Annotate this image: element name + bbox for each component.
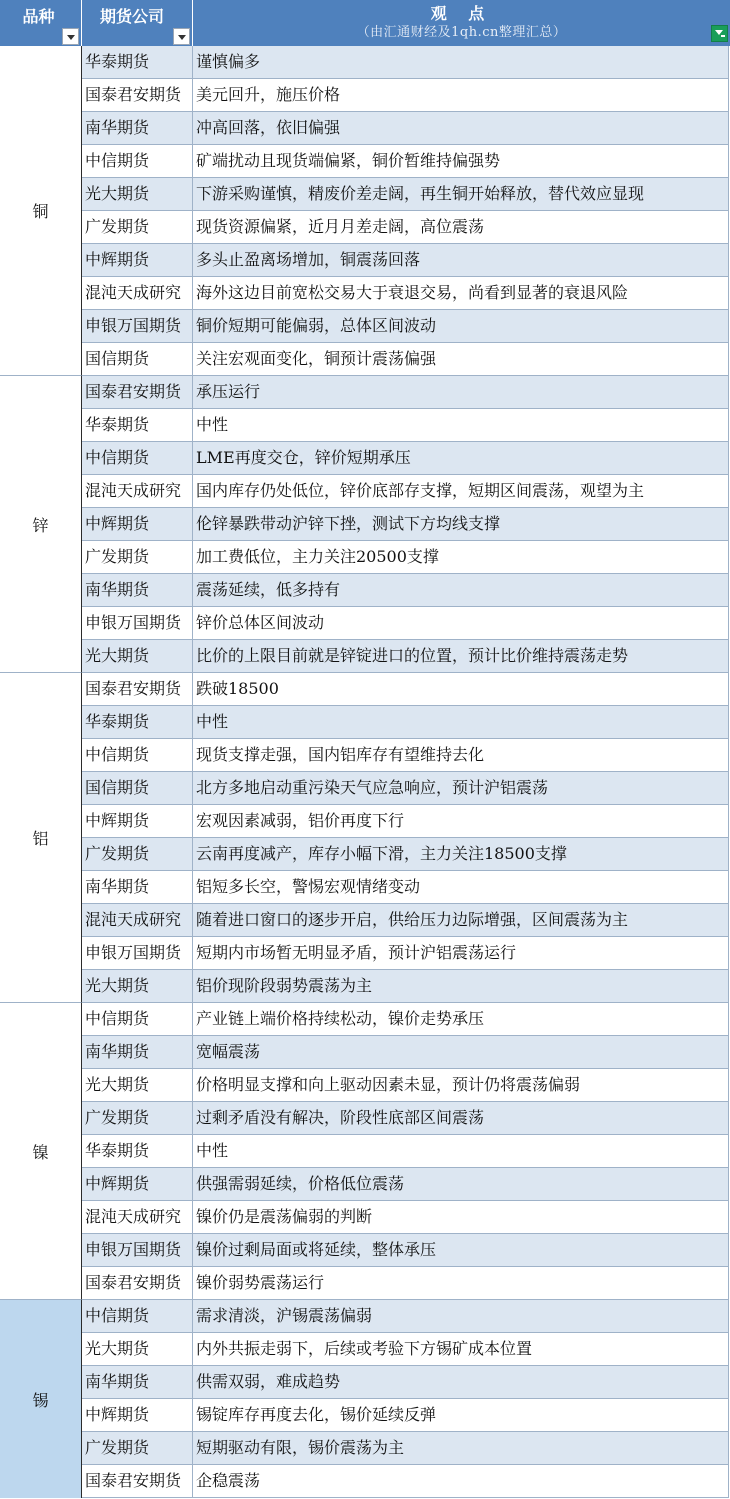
table-row — [82, 607, 729, 640]
table-row — [82, 112, 729, 145]
header-company-cell — [82, 0, 193, 46]
company-cell[interactable]: 中辉期货 — [82, 1168, 193, 1200]
table-row — [82, 1069, 729, 1102]
company-cell[interactable]: 广发期货 — [82, 541, 193, 573]
view-cell[interactable]: 伦锌暴跌带动沪锌下挫，测试下方均线支撑 — [196, 514, 501, 533]
view-cell[interactable]: 铝短多长空，警惕宏观情绪变动 — [196, 877, 421, 896]
view-cell[interactable]: 短期内市场暂无明显矛盾，预计沪铝震荡运行 — [196, 943, 517, 962]
company-cell[interactable]: 广发期货 — [82, 838, 193, 870]
company-cell[interactable]: 申银万国期货 — [82, 1234, 193, 1266]
view-cell[interactable]: 冲高回落，依旧偏强 — [196, 118, 341, 137]
header-company-label: 期货公司 — [100, 7, 165, 26]
company-cell[interactable]: 申银万国期货 — [82, 310, 193, 342]
table-row — [82, 1135, 729, 1168]
company-cell[interactable]: 中辉期货 — [82, 1399, 193, 1431]
company-cell[interactable]: 华泰期货 — [82, 706, 193, 738]
company-cell[interactable]: 国泰君安期货 — [82, 1465, 193, 1497]
table-row — [82, 1168, 729, 1201]
company-cell[interactable]: 光大期货 — [82, 970, 193, 1002]
view-cell[interactable]: 镍价弱势震荡运行 — [196, 1273, 325, 1292]
variety-group — [0, 1300, 730, 1498]
table-row — [82, 673, 729, 706]
table-row — [82, 79, 729, 112]
table-row — [82, 1366, 729, 1399]
view-cell[interactable]: 产业链上端价格持续松动，镍价走势承压 — [196, 1009, 485, 1028]
view-cell[interactable]: 云南再度减产，库存小幅下滑，主力关注18500支撑 — [196, 844, 567, 863]
table-row — [82, 1267, 729, 1300]
view-cell[interactable]: 价格明显支撑和向上驱动因素未显，预计仍将震荡偏弱 — [196, 1075, 581, 1094]
table-row — [82, 1432, 729, 1465]
company-cell[interactable]: 混沌天成研究 — [82, 904, 193, 936]
company-cell[interactable]: 南华期货 — [82, 1036, 193, 1068]
company-cell[interactable]: 申银万国期货 — [82, 937, 193, 969]
company-cell[interactable]: 中辉期货 — [82, 805, 193, 837]
variety-cell[interactable]: 锌 — [0, 376, 82, 673]
view-cell[interactable]: 短期驱动有限，锡价震荡为主 — [196, 1438, 405, 1457]
company-cell[interactable]: 广发期货 — [82, 1102, 193, 1134]
table-row — [82, 442, 729, 475]
table-row — [82, 376, 729, 409]
view-cell[interactable]: 北方多地启动重污染天气应急响应，预计沪铝震荡 — [196, 778, 549, 797]
company-filter-dropdown-icon[interactable] — [173, 28, 190, 45]
table-row — [82, 574, 729, 607]
view-cell[interactable]: 震荡延续，低多持有 — [196, 580, 341, 599]
table-row — [82, 244, 729, 277]
variety-filter-dropdown-icon[interactable] — [62, 28, 79, 45]
view-cell[interactable]: 随着进口窗口的逐步开启，供给压力边际增强，区间震荡为主 — [196, 910, 629, 929]
table-row — [82, 739, 729, 772]
table-row — [82, 409, 729, 442]
company-cell[interactable]: 华泰期货 — [82, 1135, 193, 1167]
header-variety-cell — [0, 0, 82, 46]
variety-group — [0, 376, 730, 673]
company-cell[interactable]: 中辉期货 — [82, 508, 193, 540]
company-cell[interactable]: 南华期货 — [82, 1366, 193, 1398]
table-row — [82, 541, 729, 574]
view-cell[interactable]: 中性 — [196, 415, 229, 434]
view-cell[interactable]: 镍价仍是震荡偏弱的判断 — [196, 1207, 373, 1226]
view-cell[interactable]: 关注宏观面变化，铜预计震荡偏强 — [196, 349, 437, 368]
view-cell[interactable]: 铝价现阶段弱势震荡为主 — [196, 976, 373, 995]
table-row — [82, 508, 729, 541]
table-row — [82, 706, 729, 739]
view-cell[interactable]: 承压运行 — [196, 382, 261, 401]
company-cell[interactable]: 混沌天成研究 — [82, 475, 193, 507]
table-row — [82, 46, 729, 79]
view-cell[interactable]: 内外共振走弱下，后续或考验下方锡矿成本位置 — [196, 1339, 533, 1358]
header-view-title: 观 点 — [430, 4, 493, 23]
company-cell[interactable]: 广发期货 — [82, 211, 193, 243]
company-cell[interactable]: 国泰君安期货 — [82, 1267, 193, 1299]
table-row — [82, 1465, 729, 1498]
view-cell[interactable]: 海外这边目前宽松交易大于衰退交易，尚看到显著的衰退风险 — [196, 283, 629, 302]
company-cell[interactable]: 华泰期货 — [82, 409, 193, 441]
company-cell[interactable]: 国泰君安期货 — [82, 79, 193, 111]
table-row — [82, 1300, 729, 1333]
view-cell[interactable]: 供强需弱延续，价格低位震荡 — [196, 1174, 405, 1193]
header-view-subtitle: （由汇通财经及1qh.cn整理汇总） — [356, 25, 567, 40]
table-row — [82, 1102, 729, 1135]
view-cell[interactable]: LME再度交仓，锌价短期承压 — [196, 448, 411, 467]
table-row — [82, 970, 729, 1003]
company-cell[interactable]: 国泰君安期货 — [82, 376, 193, 408]
company-cell[interactable]: 广发期货 — [82, 1432, 193, 1464]
variety-group — [0, 673, 730, 1003]
view-cell[interactable]: 现货支撑走强，国内铝库存有望维持去化 — [196, 745, 485, 764]
view-cell[interactable]: 国内库存仍处低位，锌价底部存支撑，短期区间震荡，观望为主 — [196, 481, 645, 500]
variety-cell[interactable]: 镍 — [0, 1003, 82, 1300]
view-cell[interactable]: 现货资源偏紧，近月月差走阔，高位震荡 — [196, 217, 485, 236]
company-cell[interactable]: 中信期货 — [82, 442, 193, 474]
table-row — [82, 310, 729, 343]
variety-group — [0, 46, 730, 376]
variety-cell[interactable]: 锡 — [0, 1300, 82, 1498]
company-cell[interactable]: 光大期货 — [82, 640, 193, 672]
variety-cell[interactable]: 铜 — [0, 46, 82, 376]
view-cell[interactable]: 镍价过剩局面或将延续，整体承压 — [196, 1240, 437, 1259]
company-cell[interactable]: 南华期货 — [82, 574, 193, 606]
table-row — [82, 343, 729, 376]
view-cell[interactable]: 矿端扰动且现货端偏紧，铜价暂维持偏强势 — [196, 151, 501, 170]
view-cell[interactable]: 中性 — [196, 1141, 229, 1160]
table-row — [82, 277, 729, 310]
view-cell[interactable]: 下游采购谨慎，精废价差走阔，再生铜开始释放，替代效应显现 — [196, 184, 645, 203]
variety-group — [0, 1003, 730, 1300]
view-cell[interactable]: 过剩矛盾没有解决，阶段性底部区间震荡 — [196, 1108, 485, 1127]
company-cell[interactable]: 光大期货 — [82, 1333, 193, 1365]
company-cell[interactable]: 中信期货 — [82, 1003, 193, 1035]
company-cell[interactable]: 国信期货 — [82, 343, 193, 375]
header-variety-label: 品种 — [22, 7, 55, 26]
table-row — [82, 1201, 729, 1234]
company-cell[interactable]: 华泰期货 — [82, 46, 193, 78]
view-cell[interactable]: 锌价总体区间波动 — [196, 613, 325, 632]
table-row — [82, 1399, 729, 1432]
company-cell[interactable]: 混沌天成研究 — [82, 277, 193, 309]
company-cell[interactable]: 南华期货 — [82, 112, 193, 144]
table-row — [82, 640, 729, 673]
table-row — [82, 805, 729, 838]
view-cell[interactable]: 宏观因素减弱，铝价再度下行 — [196, 811, 405, 830]
company-cell[interactable]: 南华期货 — [82, 871, 193, 903]
view-cell[interactable]: 多头止盈离场增加，铜震荡回落 — [196, 250, 421, 269]
view-cell[interactable]: 宽幅震荡 — [196, 1042, 261, 1061]
table-row — [82, 937, 729, 970]
view-cell[interactable]: 比价的上限目前就是锌锭进口的位置，预计比价维持震荡走势 — [196, 646, 629, 665]
table-header — [0, 0, 730, 46]
table-row — [82, 178, 729, 211]
table-row — [82, 772, 729, 805]
company-cell[interactable]: 国信期货 — [82, 772, 193, 804]
table-row — [82, 1036, 729, 1069]
table-row — [82, 904, 729, 937]
view-cell[interactable]: 谨慎偏多 — [196, 52, 261, 71]
view-cell[interactable]: 加工费低位，主力关注20500支撑 — [196, 547, 439, 566]
table-row — [82, 1003, 729, 1036]
view-cell[interactable]: 供需双弱，难成趋势 — [196, 1372, 341, 1391]
view-filter-active-icon[interactable] — [711, 25, 728, 42]
view-cell[interactable]: 锡锭库存再度去化，锡价延续反弹 — [196, 1405, 437, 1424]
company-cell[interactable]: 国泰君安期货 — [82, 673, 193, 705]
variety-cell[interactable]: 铝 — [0, 673, 82, 1003]
company-cell[interactable]: 申银万国期货 — [82, 607, 193, 639]
view-cell[interactable]: 美元回升，施压价格 — [196, 85, 341, 104]
view-cell[interactable]: 需求清淡，沪锡震荡偏弱 — [196, 1306, 373, 1325]
table-row — [82, 145, 729, 178]
company-cell[interactable]: 光大期货 — [82, 178, 193, 210]
view-cell[interactable]: 企稳震荡 — [196, 1471, 261, 1490]
company-cell[interactable]: 混沌天成研究 — [82, 1201, 193, 1233]
table-row — [82, 838, 729, 871]
company-cell[interactable]: 中辉期货 — [82, 244, 193, 276]
view-cell[interactable]: 中性 — [196, 712, 229, 731]
company-cell[interactable]: 中信期货 — [82, 739, 193, 771]
table-row — [82, 1333, 729, 1366]
company-cell[interactable]: 中信期货 — [82, 145, 193, 177]
view-cell[interactable]: 跌破18500 — [196, 679, 279, 698]
table-row — [82, 1234, 729, 1267]
table-row — [82, 211, 729, 244]
view-cell[interactable]: 铜价短期可能偏弱，总体区间波动 — [196, 316, 437, 335]
company-cell[interactable]: 光大期货 — [82, 1069, 193, 1101]
table-row — [82, 871, 729, 904]
table-row — [82, 475, 729, 508]
company-cell[interactable]: 中信期货 — [82, 1300, 193, 1332]
header-view-cell — [193, 0, 730, 46]
